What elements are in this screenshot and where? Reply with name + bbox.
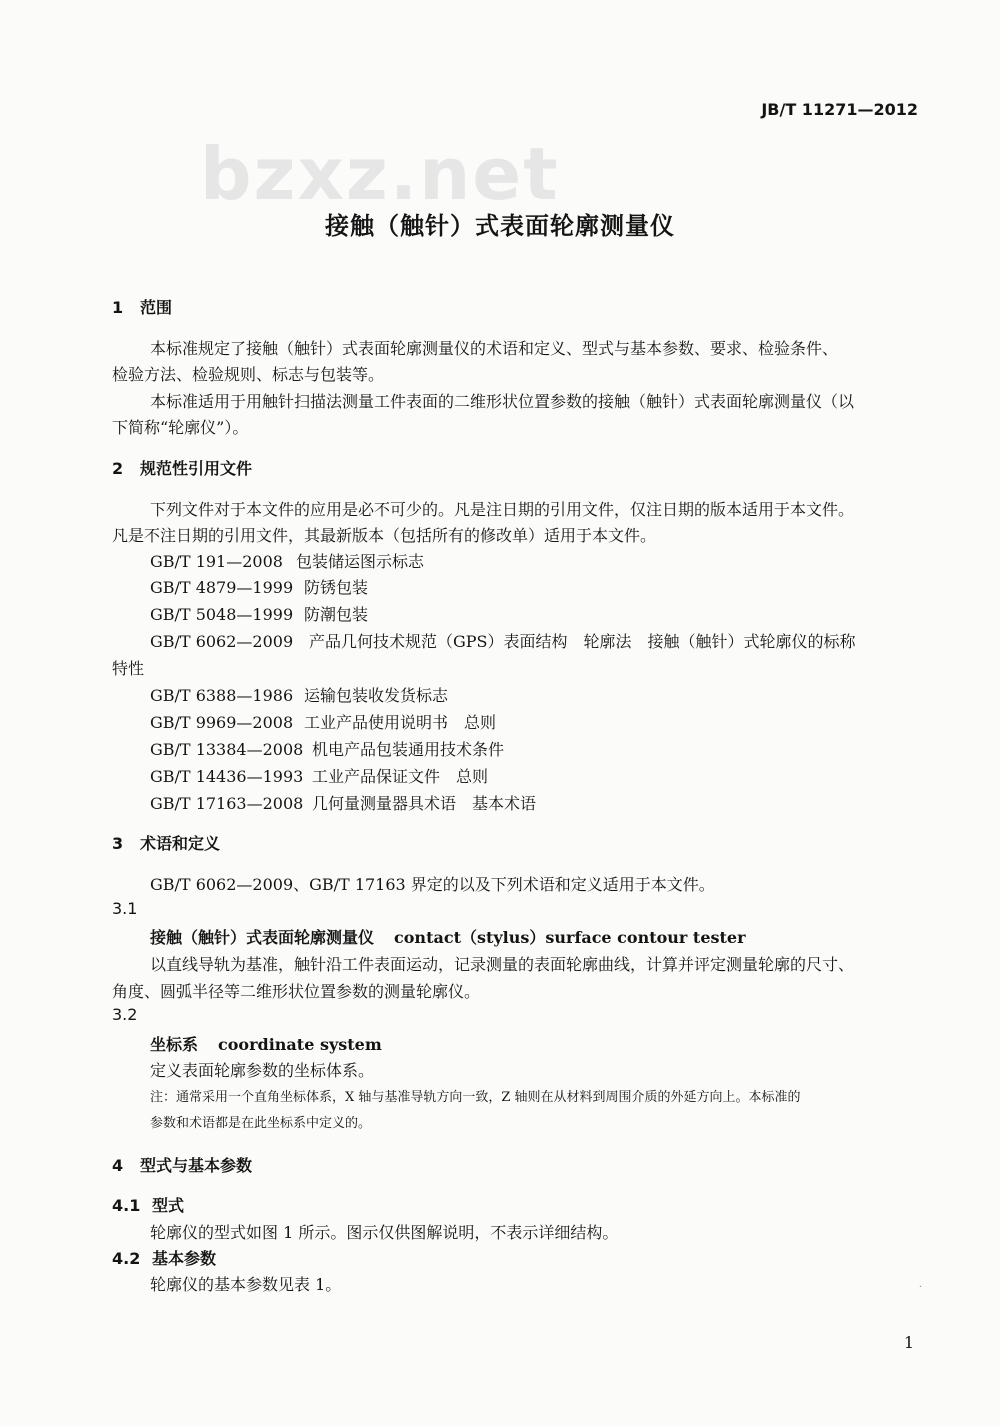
section-number: 1 xyxy=(112,298,124,317)
reference-code: GB/T 5048—1999 xyxy=(150,605,294,624)
reference-item xyxy=(150,549,424,572)
reference-title: 产品几何技术规范（GPS）表面结构 轮廓法 接触（触针）式轮廓仪的标称 xyxy=(309,632,856,651)
definition-line: 以直线导轨为基准，触针沿工件表面运动，记录测量的表面轮廓曲线，计算并评定测量轮廓的尺寸、 xyxy=(150,955,855,974)
subsection-number: 4.2 xyxy=(112,1249,141,1268)
reference-code: GB/T 6062—2009 xyxy=(150,632,294,651)
reference-title: 防潮包装 xyxy=(304,605,369,624)
reference-title: 运输包装收发货标志 xyxy=(304,686,449,705)
reference-code: GB/T 9969—2008 xyxy=(150,713,294,732)
watermark: bzxz.net xyxy=(200,132,560,216)
note-line: 注：通常采用一个直角坐标体系，X 轴与基准导轨方向一致，Z 轴则在从材料到周围介质的外延方向上。本标准的 xyxy=(150,1090,801,1105)
definition-line: 角度、圆弧半径等二维形状位置参数的测量轮廓仪。 xyxy=(112,982,481,1001)
reference-item xyxy=(150,737,504,760)
document-title: 接触（触针）式表面轮廓测量仪 xyxy=(325,212,675,240)
reference-title: 包装储运图示标志 xyxy=(296,552,425,571)
section-title: 术语和定义 xyxy=(140,834,221,853)
subsection-4-2-heading xyxy=(112,1246,216,1269)
definition-line: 定义表面轮廓参数的坐标体系。 xyxy=(150,1061,375,1080)
paragraph-line: 下简称“轮廓仪”）。 xyxy=(112,418,249,437)
term-en: coordinate system xyxy=(218,1035,382,1054)
section-4-heading xyxy=(112,1153,252,1176)
paragraph-line: 本标准规定了接触（触针）式表面轮廓测量仪的术语和定义、型式与基本参数、要求、检验条件、 xyxy=(150,339,839,358)
paragraph-line: 下列文件对于本文件的应用是必不可少的。凡是注日期的引用文件，仅注日期的版本适用于本文件。 xyxy=(150,500,855,519)
section-number: 4 xyxy=(112,1156,124,1175)
section-number: 3 xyxy=(112,834,124,853)
paragraph-line: 轮廓仪的型式如图 1 所示。图示仅供图解说明，不表示详细结构。 xyxy=(150,1223,619,1242)
standard-code: JB/T 11271—2012 xyxy=(761,100,918,119)
reference-title: 工业产品保证文件 总则 xyxy=(312,767,489,786)
section-title: 型式与基本参数 xyxy=(140,1156,253,1175)
note-line: 参数和术语都是在此坐标系中定义的。 xyxy=(150,1116,372,1131)
reference-item xyxy=(150,602,368,625)
reference-item xyxy=(150,710,496,733)
scan-mark: · xyxy=(918,1282,922,1293)
section-title: 规范性引用文件 xyxy=(140,459,253,478)
reference-title: 工业产品使用说明书 总则 xyxy=(304,713,497,732)
reference-code: GB/T 191—2008 xyxy=(150,552,283,571)
paragraph-line: GB/T 6062—2009、GB/T 17163 界定的以及下列术语和定义适用于本文件。 xyxy=(150,875,715,894)
term-zh: 接触（触针）式表面轮廓测量仪 xyxy=(150,928,375,947)
section-2-heading xyxy=(112,456,252,479)
term-heading xyxy=(150,1032,382,1055)
reference-item xyxy=(150,791,536,814)
paragraph-line: 轮廓仪的基本参数见表 1。 xyxy=(150,1275,342,1294)
subsection-title: 型式 xyxy=(152,1196,185,1215)
reference-code: GB/T 14436—1993 xyxy=(150,767,304,786)
section-title: 范围 xyxy=(140,298,173,317)
reference-title: 机电产品包装通用技术条件 xyxy=(312,740,505,759)
subsection-title: 基本参数 xyxy=(152,1249,217,1268)
term-number: 3.2 xyxy=(112,1005,138,1024)
page-number: 1 xyxy=(903,1333,914,1352)
term-en: contact（stylus）surface contour tester xyxy=(394,928,746,947)
paragraph-line: 检验方法、检验规则、标志与包装等。 xyxy=(112,365,385,384)
reference-code: GB/T 6388—1986 xyxy=(150,686,294,705)
term-heading xyxy=(150,925,746,948)
paragraph-line: 凡是不注日期的引用文件，其最新版本（包括所有的修改单）适用于本文件。 xyxy=(112,526,657,545)
section-1-heading xyxy=(112,295,172,318)
section-3-heading xyxy=(112,831,220,854)
reference-title: 几何量测量器具术语 基本术语 xyxy=(312,794,537,813)
reference-item xyxy=(150,764,488,787)
reference-item xyxy=(150,629,856,652)
reference-code: GB/T 13384—2008 xyxy=(150,740,304,759)
reference-item xyxy=(150,575,368,598)
reference-item xyxy=(150,683,448,706)
paragraph-line: 本标准适用于用触针扫描法测量工件表面的二维形状位置参数的接触（触针）式表面轮廓测量仪（以 xyxy=(150,392,855,411)
reference-code: GB/T 4879—1999 xyxy=(150,578,294,597)
reference-continuation: 特性 xyxy=(112,659,145,678)
section-number: 2 xyxy=(112,459,124,478)
subsection-number: 4.1 xyxy=(112,1196,141,1215)
subsection-4-1-heading xyxy=(112,1193,184,1216)
term-zh: 坐标系 xyxy=(150,1035,199,1054)
term-number: 3.1 xyxy=(112,899,138,918)
reference-code: GB/T 17163—2008 xyxy=(150,794,304,813)
reference-title: 防锈包装 xyxy=(304,578,369,597)
